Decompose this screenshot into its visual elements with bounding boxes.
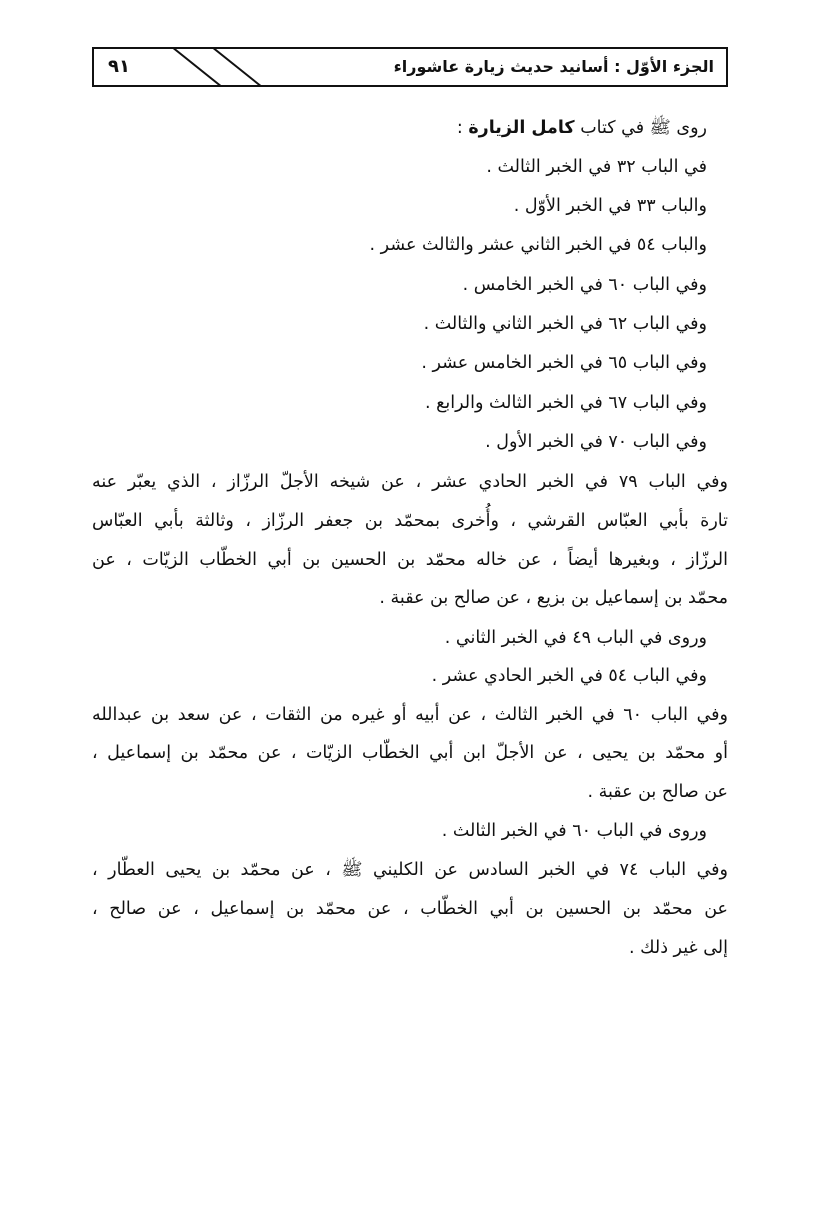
text-line: وفي الباب ٦٥ في الخبر الخامس عشر .	[421, 353, 707, 373]
running-title: الجزء الأوّل : أسانيد حديث زيارة عاشوراء	[393, 57, 714, 76]
text-line: عن محمّد بن الحسين بن أبي الخطّاب ، عن محمّد بن إسماعيل ، عن صالح ،	[92, 899, 728, 919]
intro-suffix: :	[456, 118, 469, 138]
text-line: وفي الباب ٧٤ في الخبر السادس عن الكليني ﷺ ، عن محمّد بن يحيى العطّار ،	[92, 860, 728, 880]
text-line: عن صالح بن عقبة .	[587, 782, 728, 802]
running-header	[92, 47, 728, 87]
text-line: وفي الباب ٦٠ في الخبر الثالث ، عن أبيه أو غيره من الثقات ، عن سعد بن عبدالله	[92, 705, 729, 725]
text-line: وفي الباب ٥٤ في الخبر الحادي عشر .	[431, 666, 707, 686]
page-number: ٩١	[108, 56, 130, 77]
book-title: كامل الزيارة	[468, 118, 575, 138]
text-line: وروى في الباب ٦٠ في الخبر الثالث .	[441, 821, 707, 841]
intro-prefix: روى ﷺ في كتاب	[574, 118, 707, 138]
text-line: وفي الباب ٦٢ في الخبر الثاني والثالث .	[423, 314, 707, 334]
intro-line	[92, 116, 707, 140]
text-line: والباب ٣٣ في الخبر الأوّل .	[513, 196, 707, 216]
text-line: في الباب ٣٢ في الخبر الثالث .	[486, 157, 707, 177]
text-line: تارة بأبي العبّاس القرشي ، وأُخرى بمحمّد بن جعفر الرزّاز ، وثالثة بأبي العبّاس	[92, 511, 728, 531]
text-line: وفي الباب ٦٠ في الخبر الخامس .	[462, 275, 707, 295]
text-line: إلى غير ذلك .	[629, 938, 728, 958]
text-line: وفي الباب ٦٧ في الخبر الثالث والرابع .	[424, 393, 707, 413]
text-line: محمّد بن إسماعيل بن بزيع ، عن صالح بن عقبة .	[379, 588, 728, 608]
text-line: الرزّاز ، وبغيرها أيضاً ، عن خاله محمّد بن الحسين بن أبي الخطّاب الزيّات ، عن	[92, 550, 728, 570]
text-line: والباب ٥٤ في الخبر الثاني عشر والثالث عشر .	[369, 235, 707, 255]
text-line: وفي الباب ٧٩ في الخبر الحادي عشر ، عن شيخه الأجلّ الرزّاز ، الذي يعبّر عنه	[92, 472, 729, 492]
text-line: وفي الباب ٧٠ في الخبر الأول .	[485, 432, 707, 452]
text-line: وروى في الباب ٤٩ في الخبر الثاني .	[444, 628, 707, 648]
text-line: أو محمّد بن يحيى ، عن الأجلّ ابن أبي الخطّاب الزيّات ، عن محمّد بن إسماعيل ،	[92, 743, 728, 763]
